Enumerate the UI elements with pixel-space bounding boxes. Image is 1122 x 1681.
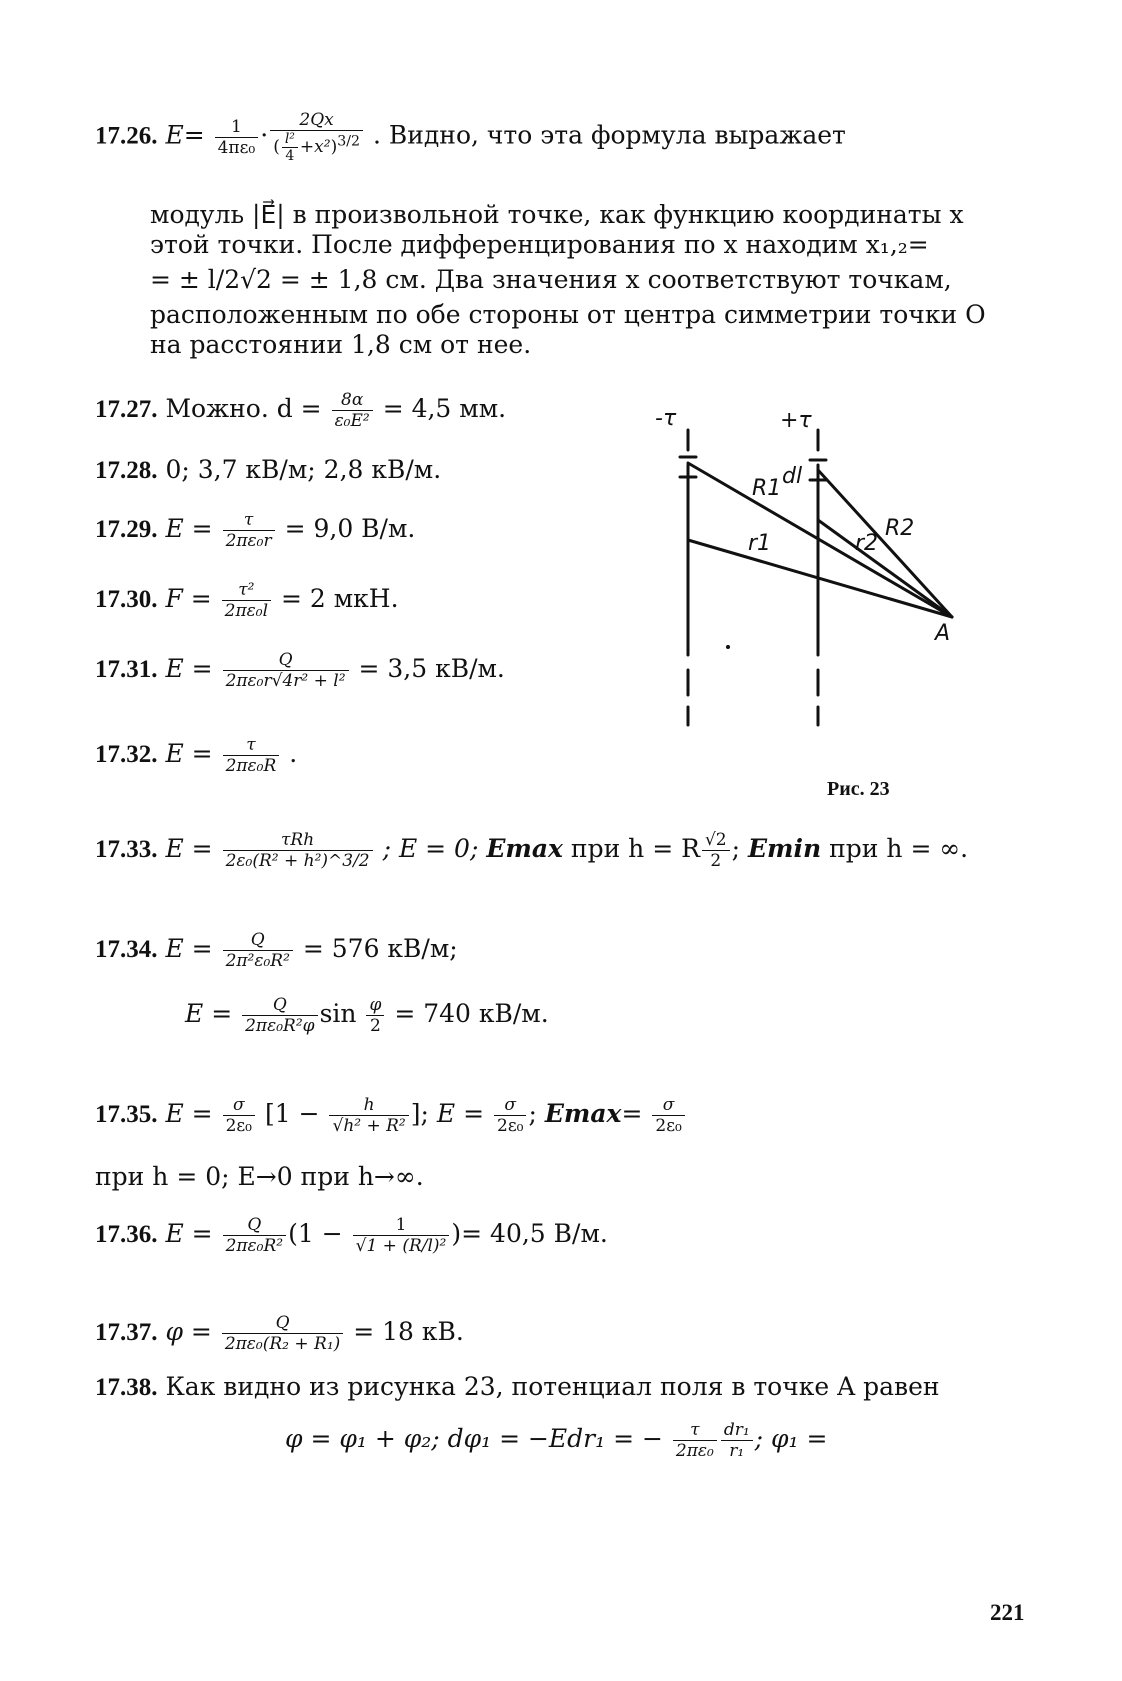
denominator: 4 xyxy=(285,148,295,164)
fraction xyxy=(332,390,373,431)
problem-17-31 xyxy=(95,650,505,691)
denominator: 2 xyxy=(710,851,722,871)
fraction xyxy=(270,110,363,164)
numerator: dr₁ xyxy=(721,1420,753,1441)
fraction xyxy=(223,830,373,871)
denominator: 2πε₀r√4r² + l² xyxy=(225,671,346,691)
problem-number: 17.33. xyxy=(95,836,158,863)
problem-number: 17.37. xyxy=(95,1319,158,1346)
text: . Видно, что эта формула выражает xyxy=(372,120,846,150)
denominator-term: +x² xyxy=(299,137,331,157)
text: Как видно из рисунка 23, потенциал поля в точке A равен xyxy=(165,1372,940,1401)
numerator: φ xyxy=(366,995,384,1016)
denominator: r₁ xyxy=(729,1441,745,1461)
numerator: τ xyxy=(673,1420,717,1441)
fraction xyxy=(223,930,293,971)
figure-caption: Рис. 23 xyxy=(827,778,890,800)
numerator: 1 xyxy=(215,117,259,138)
text: при h = ∞. xyxy=(829,834,969,863)
numerator: τ xyxy=(223,510,275,531)
fraction xyxy=(242,995,317,1036)
numerator: σ xyxy=(652,1095,684,1116)
numerator: τ xyxy=(223,735,280,756)
text: ; E = 0; xyxy=(382,834,479,863)
label-r1: r1 xyxy=(748,531,772,556)
page-number: 221 xyxy=(990,1600,1025,1625)
formula-lhs: F = xyxy=(165,584,212,613)
text: = 40,5 В/м. xyxy=(461,1219,608,1248)
text: . xyxy=(289,739,298,768)
denominator: 2πε₀ xyxy=(675,1441,714,1461)
fraction xyxy=(223,510,275,551)
problem-number: 17.36. xyxy=(95,1221,158,1248)
denominator: ( $\frac{\text{l²}}{4}$ +x²)$^{3/2}$ xyxy=(273,131,361,164)
problem-17-38-cont xyxy=(285,1420,827,1461)
problem-17-27 xyxy=(95,390,506,431)
numerator: Q xyxy=(223,1215,287,1236)
formula-lhs: E = xyxy=(165,934,213,963)
fraction xyxy=(353,1215,450,1256)
problem-number: 17.35. xyxy=(95,1101,158,1128)
problem-number: 17.29. xyxy=(95,516,158,543)
numerator: 2Qx xyxy=(270,110,363,131)
label-R1: R1 xyxy=(752,476,782,501)
denominator: 2πε₀l xyxy=(224,601,269,621)
text-line: расположенным по обе стороны от центра симметрии точки O xyxy=(150,300,986,329)
fraction xyxy=(721,1420,753,1461)
formula-lhs: E xyxy=(165,120,184,150)
denominator: √1 + (R/l)² xyxy=(355,1236,447,1256)
problem-17-34 xyxy=(95,930,458,971)
problem-17-28 xyxy=(95,455,441,486)
problem-number: 17.26. xyxy=(95,122,158,150)
numerator: σ xyxy=(494,1095,526,1116)
text: sin xyxy=(319,999,357,1028)
fraction xyxy=(494,1095,526,1136)
numerator: σ xyxy=(223,1095,255,1116)
text-line: на расстоянии 1,8 см от нее. xyxy=(150,330,532,359)
text: = 3,5 кВ/м. xyxy=(358,654,505,683)
text: ]; xyxy=(410,1099,429,1128)
text: ) xyxy=(451,1219,462,1248)
denominator: 2πε₀R xyxy=(225,756,277,776)
text-line: = ± l/2√2 = ± 1,8 см. Два значения x соответствуют точкам, xyxy=(150,265,952,294)
problem-17-33 xyxy=(95,830,968,871)
fraction xyxy=(702,830,730,871)
formula-eq: = xyxy=(183,120,205,150)
formula-lhs: E = xyxy=(165,1219,213,1248)
problem-17-32 xyxy=(95,735,297,776)
problem-17-35 xyxy=(95,1095,687,1136)
text: = 576 кВ/м; xyxy=(302,934,458,963)
problem-17-26: 17.26. E= $\frac{1}{\text{4πε₀}}$ · 2Qx ( $\frac{\text{l²}}{4}$ +x²)$^{3/2}$ . Видно, что эта формула выражает xyxy=(95,110,846,164)
text-line: при h = 0; E→0 при h→∞. xyxy=(95,1162,424,1191)
denominator: 2π²ε₀R² xyxy=(225,951,290,971)
numerator: 8α xyxy=(332,390,373,411)
dot xyxy=(726,645,730,649)
problem-number: 17.27. xyxy=(95,396,158,423)
text: = 2 мкН. xyxy=(280,584,399,613)
numerator: Q xyxy=(223,930,293,951)
numerator: τRh xyxy=(223,830,373,851)
fraction xyxy=(223,1095,255,1136)
problem-number: 17.32. xyxy=(95,741,158,768)
label-minus-tau: -τ xyxy=(655,406,677,431)
formula-lhs: E = xyxy=(436,1099,485,1128)
text: = 9,0 В/м. xyxy=(284,514,416,543)
text: Можно. d = xyxy=(165,394,322,423)
formula-lhs: φ = xyxy=(165,1317,212,1346)
text: 0; 3,7 кВ/м; 2,8 кВ/м. xyxy=(165,455,442,484)
problem-number: 17.30. xyxy=(95,586,158,613)
label-A: A xyxy=(935,621,951,646)
fraction xyxy=(282,131,298,164)
numerator: l² xyxy=(282,131,298,148)
denominator: 2πε₀R²φ xyxy=(245,1016,315,1036)
text: ; xyxy=(731,834,741,863)
numerator: √2 xyxy=(702,830,730,851)
problem-17-36 xyxy=(95,1215,608,1256)
fraction xyxy=(223,650,349,691)
denominator: 2πε₀r xyxy=(225,531,272,551)
fraction xyxy=(223,1215,287,1256)
text: (1 − xyxy=(288,1219,343,1248)
text: = xyxy=(621,1099,643,1128)
denominator: 2 xyxy=(369,1016,381,1036)
numerator: 1 xyxy=(353,1215,450,1236)
text: ; xyxy=(528,1099,537,1128)
numerator: τ² xyxy=(222,580,271,601)
problem-number: 17.28. xyxy=(95,457,158,484)
denominator: ε₀E² xyxy=(334,411,370,431)
problem-17-37 xyxy=(95,1313,464,1354)
numerator: Q xyxy=(222,1313,343,1334)
fraction xyxy=(223,735,280,776)
label-dl: dl xyxy=(782,464,803,489)
denominator: 2ε₀ xyxy=(655,1116,682,1136)
problem-number: 17.31. xyxy=(95,656,158,683)
formula-lhs: E = xyxy=(165,514,213,543)
formula-lhs: E = xyxy=(165,834,213,863)
formula-lhs: E = xyxy=(165,1099,213,1128)
problem-number: 17.38. xyxy=(95,1374,158,1401)
formula-lhs: E = xyxy=(165,739,213,768)
denominator: 2πε₀R² xyxy=(225,1236,284,1256)
e-min: Emin xyxy=(748,834,822,863)
text: = 4,5 мм. xyxy=(382,394,507,423)
fraction xyxy=(673,1420,717,1461)
fraction xyxy=(366,995,384,1036)
label-R2: R2 xyxy=(885,516,915,541)
ray-R2 xyxy=(818,470,952,617)
problem-number: 17.34. xyxy=(95,936,158,963)
e-max: Emax xyxy=(486,834,563,863)
problem-17-38 xyxy=(95,1372,940,1403)
fraction xyxy=(222,580,271,621)
fraction xyxy=(222,1313,343,1354)
numerator: h xyxy=(329,1095,408,1116)
denominator: 2ε₀(R² + h²)^3/2 xyxy=(225,851,370,871)
problem-17-34-cont xyxy=(185,995,549,1036)
label-r2: r2 xyxy=(855,531,879,556)
denominator: 2ε₀ xyxy=(225,1116,253,1136)
problem-17-29 xyxy=(95,510,415,551)
formula-lhs: E = xyxy=(185,999,233,1028)
denominator: 2ε₀ xyxy=(497,1116,524,1136)
formula-lhs: φ = φ₁ + φ₂; dφ₁ = −Edr₁ = − xyxy=(285,1424,663,1453)
text: = 740 кВ/м. xyxy=(394,999,549,1028)
exponent: 3/2 xyxy=(337,133,361,150)
denominator: 2πε₀(R₂ + R₁) xyxy=(224,1334,341,1354)
text: ; φ₁ = xyxy=(754,1424,828,1453)
text-line: этой точки. После дифференцирования по x находим x₁,₂= xyxy=(150,230,929,259)
numerator: Q xyxy=(223,650,349,671)
problem-17-30 xyxy=(95,580,399,621)
e-max: Emax xyxy=(544,1099,622,1128)
denominator: √h² + R² xyxy=(332,1116,406,1136)
label-plus-tau: +τ xyxy=(780,408,812,433)
denominator: 4πε₀ xyxy=(217,137,256,158)
ray-r1 xyxy=(688,540,952,617)
figure-23 xyxy=(655,406,1040,745)
numerator: Q xyxy=(242,995,317,1016)
formula-lhs: E = xyxy=(165,654,213,683)
text: при h = R xyxy=(570,834,700,863)
text: = 18 кВ. xyxy=(353,1317,464,1346)
text: [1 − xyxy=(264,1099,320,1128)
fraction xyxy=(329,1095,408,1136)
fraction xyxy=(215,117,259,158)
fraction xyxy=(652,1095,684,1136)
text-line: модуль |E⃗| в произвольной точке, как функцию координаты x xyxy=(150,200,964,229)
